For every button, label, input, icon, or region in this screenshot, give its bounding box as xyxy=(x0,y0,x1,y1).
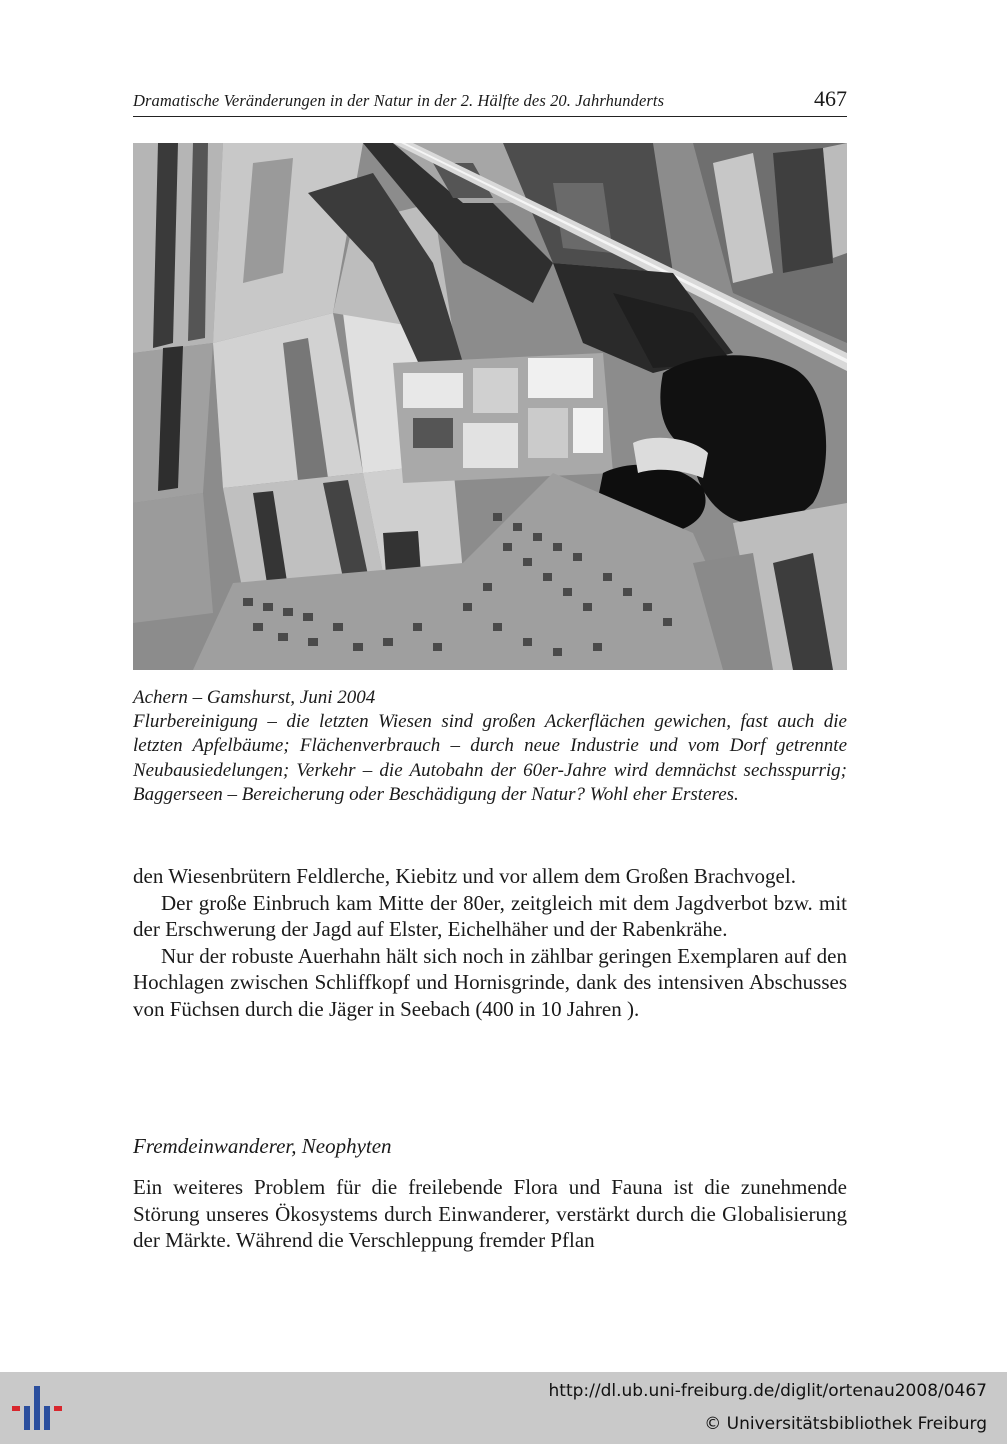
ub-freiburg-logo-icon xyxy=(12,1384,64,1434)
body-text-block xyxy=(133,863,847,1022)
page-number: 467 xyxy=(814,86,847,111)
footer-url-link[interactable]: http://dl.ub.uni-freiburg.de/diglit/ortenau2008/0467 xyxy=(548,1381,987,1401)
footer-copyright: © Universitätsbibliothek Freiburg xyxy=(704,1414,987,1434)
running-head xyxy=(133,86,847,117)
section-heading: Fremdeinwanderer, Neophyten xyxy=(133,1134,392,1158)
caption-text: Flurbereinigung – die letzten Wiesen sind großen Ackerflächen gewichen, fast auch die letzten Apfelbäume; Flächenverbrauch – durch neue Industrie und vom Dorf getrennte Neubausiedelungen; Verkehr – die Autobahn der 60er-Jahre wird demnächst sechsspurrig; Baggerseen – Bereicherung oder Beschädigung der Natur? Wohl eher Ersteres. xyxy=(133,711,847,805)
paragraph: den Wiesenbrütern Feldlerche, Kiebitz und vor allem dem Großen Brachvogel. xyxy=(133,864,796,888)
aerial-photo xyxy=(133,143,847,670)
paragraph: Der große Einbruch kam Mitte der 80er, zeitgleich mit dem Jagdverbot bzw. mit der Erschwerung der Jagd auf Elster, Eichelhäher und der Rabenkrähe. xyxy=(133,890,847,941)
caption-title: Achern – Gamshurst, Juni 2004 xyxy=(133,687,376,708)
running-title: Dramatische Veränderungen in der Natur in der 2. Hälfte des 20. Jahrhunderts xyxy=(133,91,665,110)
figure-caption xyxy=(133,686,847,807)
aerial-photo-image xyxy=(133,143,847,670)
footer-bar xyxy=(0,1372,1007,1444)
body-text-block xyxy=(133,1174,847,1254)
paragraph: Ein weiteres Problem für die freilebende Flora und Fauna ist die zunehmende Störung unseres Ökosystems durch Einwanderer, verstärkt durch die Globalisierung der Märkte. Während die Verschleppung fremder Pflan xyxy=(133,1175,847,1252)
paragraph: Nur der robuste Auerhahn hält sich noch in zählbar geringen Exemplaren auf den Hochlagen zwischen Schliffkopf und Hornisgrinde, dank des intensiven Abschusses von Füchsen durch die Jäger in Seebach (400 in 10 Jahren ). xyxy=(133,943,847,1021)
